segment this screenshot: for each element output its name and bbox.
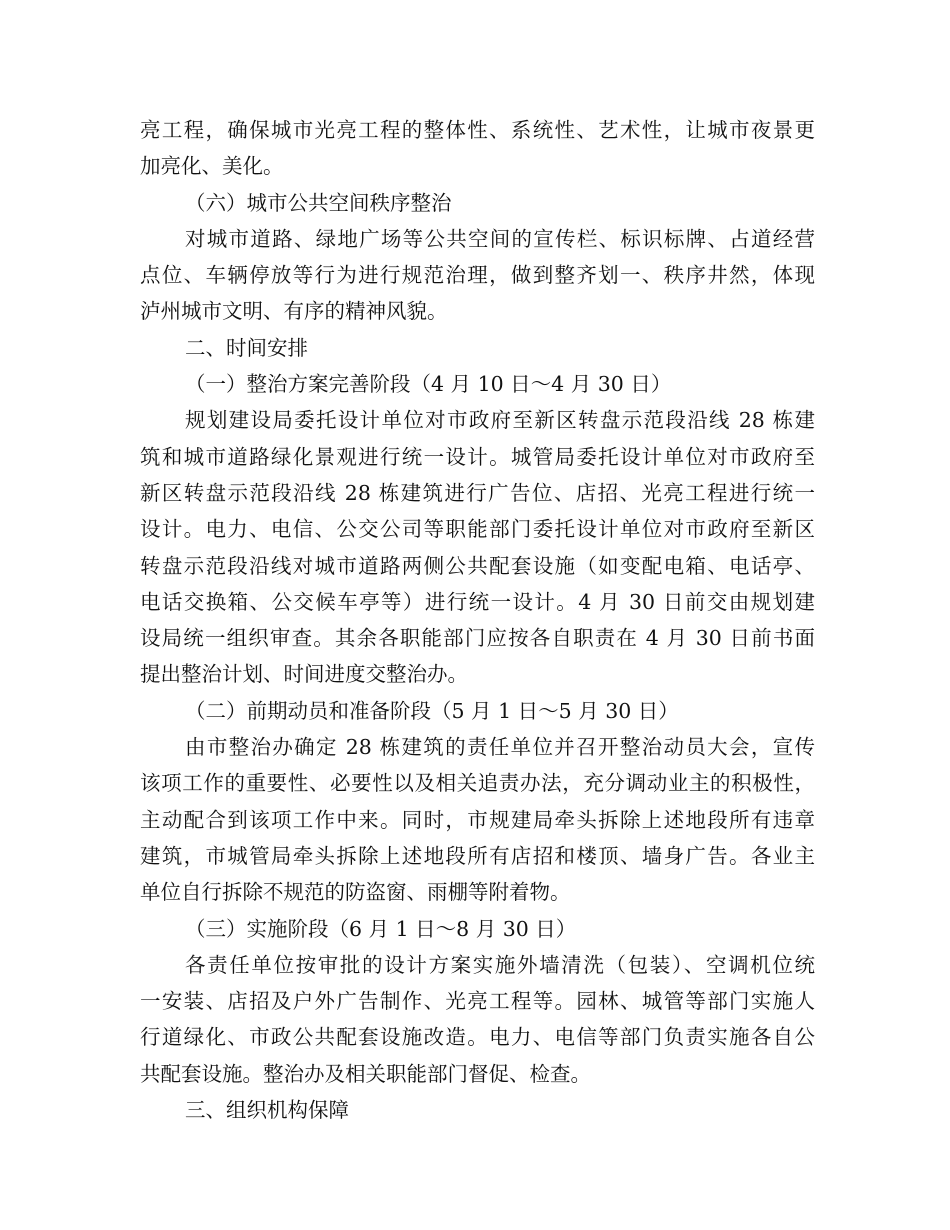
- body-line: 设局统一组织审查。其余各职能部门应按各自职责在 4 月 30 日前书面: [140, 626, 815, 651]
- body-line: 一安装、店招及户外广告制作、光亮工程等。园林、城管等部门实施人: [140, 989, 815, 1014]
- body-line: 亮工程，确保城市光亮工程的整体性、系统性、艺术性，让城市夜景更: [140, 118, 815, 142]
- paragraph-first-line: 各责任单位按审批的设计方案实施外墙清洗（包装）、空调机位统: [185, 952, 815, 977]
- body-line: 泸州城市文明、有序的精神风貌。: [140, 299, 448, 324]
- paragraph-first-line: 规划建设局委托设计单位对市政府至新区转盘示范段沿线 28 栋建: [185, 408, 815, 433]
- paragraph-first-line: 对城市道路、绿地广场等公共空间的宣传栏、标识标牌、占道经营: [185, 226, 815, 251]
- section-subheading: （一）整治方案完善阶段（4 月 10 日～4 月 30 日）: [185, 372, 672, 397]
- body-line: 电话交换箱、公交候车亭等）进行统一设计。4 月 30 日前交由规划建: [140, 589, 815, 614]
- body-line: 共配套设施。整治办及相关职能部门督促、检查。: [140, 1061, 591, 1086]
- section-subheading: （二）前期动员和准备阶段（5 月 1 日～5 月 30 日）: [185, 698, 679, 723]
- body-line: 建筑，市城管局牵头拆除上述地段所有店招和楼顶、墙身广告。各业主: [140, 843, 815, 868]
- body-line: 加亮化、美化。: [140, 154, 284, 179]
- body-line: 筑和城市道路绿化景观进行统一设计。城管局委托设计单位对市政府至: [140, 444, 815, 469]
- body-line: 提出整治计划、时间进度交整治办。: [140, 662, 468, 687]
- body-line: 设计。电力、电信、公交公司等职能部门委托设计单位对市政府至新区: [140, 517, 815, 542]
- paragraph-first-line: 由市整治办确定 28 栋建筑的责任单位并召开整治动员大会，宣传: [185, 735, 815, 760]
- body-line: 该项工作的重要性、必要性以及相关追责办法，充分调动业主的积极性，: [140, 771, 815, 796]
- document-body: [140, 112, 815, 1128]
- section-heading: 二、时间安排: [185, 335, 308, 360]
- body-line: 行道绿化、市政公共配套设施改造。电力、电信等部门负责实施各自公: [140, 1025, 815, 1050]
- section-subheading: （三）实施阶段（6 月 1 日～8 月 30 日）: [185, 916, 577, 941]
- body-line: 主动配合到该项工作中来。同时，市规建局牵头拆除上述地段所有违章: [140, 807, 815, 832]
- body-line: 转盘示范段沿线对城市道路两侧公共配套设施（如变配电箱、电话亭、: [140, 553, 815, 578]
- section-heading: 三、组织机构保障: [185, 1098, 349, 1123]
- body-line: 点位、车辆停放等行为进行规范治理，做到整齐划一、秩序井然，体现: [140, 263, 815, 288]
- body-line: 新区转盘示范段沿线 28 栋建筑进行广告位、店招、光亮工程进行统一: [140, 480, 815, 505]
- body-line: 单位自行拆除不规范的防盗窗、雨棚等附着物。: [140, 880, 571, 905]
- section-subheading: （六）城市公共空间秩序整治: [185, 190, 452, 215]
